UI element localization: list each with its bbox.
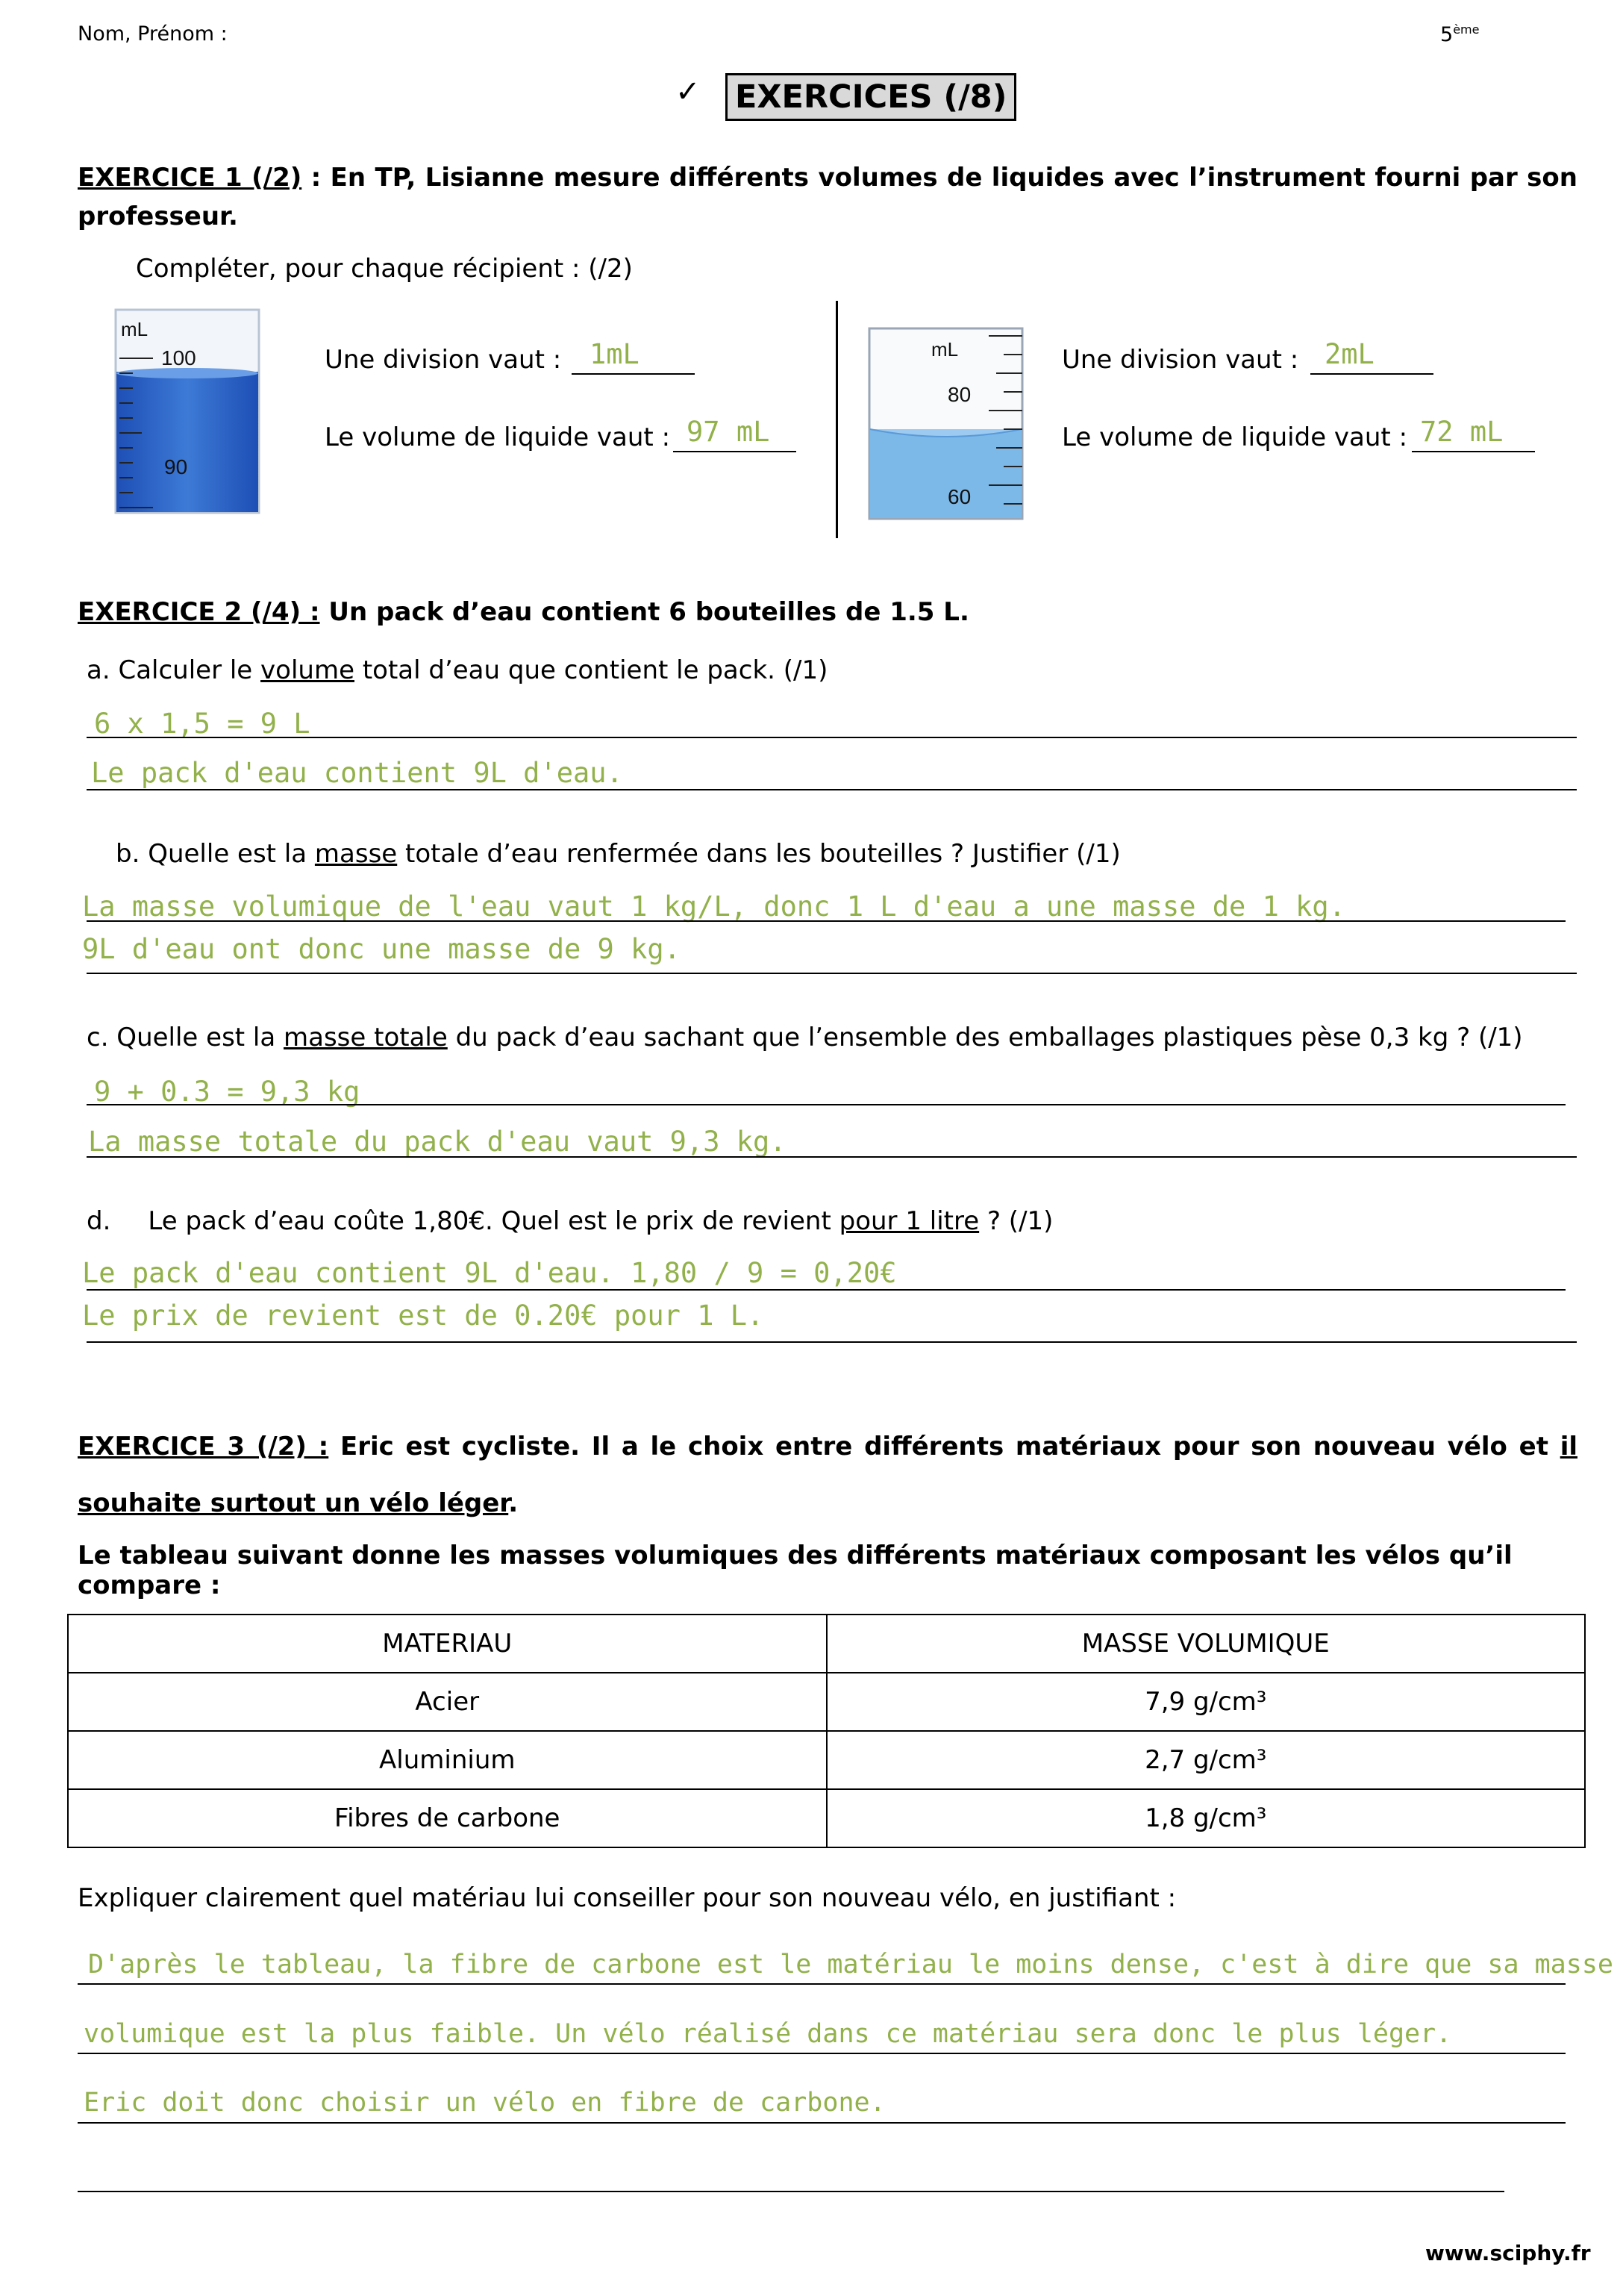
page-title: EXERCICES (/8): [725, 73, 1016, 121]
table-cell: 2,7 g/cm³: [827, 1731, 1586, 1789]
class-level-sup: ème: [1453, 22, 1480, 37]
left-tick-high: 100: [161, 346, 196, 369]
ex1-instruction: Compléter, pour chaque récipient : (/2): [136, 254, 633, 284]
qb-answer-2: 9L d'eau ont donc une masse de 9 kg.: [82, 933, 681, 965]
qc-key: masse totale: [284, 1023, 448, 1052]
right-volume-label: Le volume de liquide vaut :: [1062, 422, 1408, 452]
table-cell: 7,9 g/cm³: [827, 1673, 1586, 1731]
qc-line-2: [87, 1156, 1577, 1158]
qa-answer-1: 6 x 1,5 = 9 L: [94, 708, 310, 740]
left-volume-answer: 97 mL: [687, 416, 770, 448]
qd-letter: d.: [87, 1206, 111, 1236]
qc-answer-2: La masse totale du pack d'eau vaut 9,3 kg.: [88, 1126, 787, 1158]
materials-table: [67, 1614, 1586, 1848]
right-division-label: Une division vaut :: [1062, 345, 1299, 375]
qd-line-1: [87, 1289, 1566, 1291]
qa-pre: a. Calculer le: [87, 655, 261, 685]
graduated-cylinder-right: [866, 325, 1026, 522]
qc-post: du pack d’eau sachant que l’ensemble des emballages plastiques pèse 0,3 kg ? (/1): [447, 1023, 1523, 1052]
left-division-line: [572, 373, 695, 375]
ex3-line-2: [78, 2053, 1566, 2054]
right-volume-line: [1412, 451, 1535, 452]
qb-post: totale d’eau renfermée dans les bouteilles ? Justifier (/1): [397, 839, 1121, 869]
qd-post: ? (/1): [979, 1206, 1054, 1236]
ex3-question: Expliquer clairement quel matériau lui conseiller pour son nouveau vélo, en justifiant :: [78, 1883, 1177, 1913]
ex1-intro-a: : En TP, Lisianne mesure différents volumes de liquides avec l’instrument fourni par son: [301, 163, 1577, 193]
table-header-cell: MATERIAU: [68, 1615, 827, 1673]
checkmark-icon: ✓: [675, 75, 701, 109]
ex3-intro-a: Eric est cycliste. Il a le choix entre différents matériaux pour son nouveau vélo et: [328, 1432, 1560, 1461]
qa-line-1: [87, 737, 1577, 738]
ex3-answer-3: Eric doit donc choisir un vélo en fibre de carbone.: [84, 2088, 886, 2118]
table-cell: Fibres de carbone: [68, 1789, 827, 1847]
table-cell: Acier: [68, 1673, 827, 1731]
ex2-intro: Un pack d’eau contient 6 bouteilles de 1.5 L.: [319, 597, 969, 627]
ex3-table-intro: Le tableau suivant donne les masses volumiques des différents matériaux composant les vélos qu’il compare :: [78, 1541, 1513, 1600]
right-unit: mL: [931, 338, 959, 361]
vertical-divider: [836, 301, 838, 538]
table-header-cell: MASSE VOLUMIQUE: [827, 1615, 1586, 1673]
ex2-question-a: [87, 655, 828, 685]
class-level-main: 5: [1440, 23, 1454, 46]
qc-pre: c. Quelle est la: [87, 1023, 284, 1052]
left-volume-line: [673, 451, 796, 452]
left-division-answer: 1mL: [590, 338, 639, 370]
ex1-heading: [78, 158, 1577, 236]
left-unit: mL: [121, 318, 148, 340]
qa-answer-2: Le pack d'eau contient 9L d'eau.: [91, 757, 623, 789]
ex3-answer-1: D'après le tableau, la fibre de carbone est le matériau le moins dense, c'est à dire que sa masse: [88, 1950, 1613, 1980]
right-tick-high: 80: [948, 383, 972, 406]
right-tick-low: 60: [948, 485, 972, 508]
ex1-label: EXERCICE 1 (/2): [78, 163, 302, 193]
table-header-row: [68, 1615, 1585, 1673]
graduated-cylinder-left: [112, 306, 265, 519]
ex3-answer-2: volumique est la plus faible. Un vélo réalisé dans ce matériau sera donc le plus léger.: [84, 2019, 1452, 2049]
ex2-label: EXERCICE 2 (/4) :: [78, 597, 320, 627]
qb-line-1: [87, 920, 1566, 922]
class-level: [1440, 22, 1479, 46]
ex2-heading: [78, 597, 969, 627]
qd-pre: Le pack d’eau coûte 1,80€. Quel est le prix de revient: [148, 1206, 839, 1236]
left-tick-low: 90: [164, 455, 188, 478]
qd-line-2: [87, 1341, 1577, 1343]
right-division-answer: 2mL: [1325, 338, 1375, 370]
ex3-intro-b: il: [1560, 1432, 1577, 1461]
left-division-label: Une division vaut :: [325, 345, 562, 375]
table-cell: 1,8 g/cm³: [827, 1789, 1586, 1847]
ex3-line-3: [78, 2122, 1566, 2124]
table-row: [68, 1673, 1585, 1731]
qb-pre: b. Quelle est la: [116, 839, 315, 869]
qd-answer-2: Le prix de revient est de 0.20€ pour 1 L.: [82, 1300, 764, 1332]
footer-site: www.sciphy.fr: [1425, 2241, 1591, 2265]
ex3-intro-c: souhaite surtout un vélo léger: [78, 1488, 509, 1518]
qb-answer-1: La masse volumique de l'eau vaut 1 kg/L, donc 1 L d'eau a une masse de 1 kg.: [82, 890, 1345, 923]
ex2-question-d: [87, 1206, 1053, 1236]
table-row: [68, 1731, 1585, 1789]
qd-key: pour 1 litre: [839, 1206, 980, 1236]
ex3-heading: [78, 1418, 1577, 1532]
ex2-question-b: [116, 839, 1121, 869]
name-label: Nom, Prénom :: [78, 22, 228, 46]
ex3-intro-d: .: [508, 1488, 519, 1518]
ex3-line-1: [78, 1983, 1566, 1985]
table-cell: Aluminium: [68, 1731, 827, 1789]
ex3-label: EXERCICE 3 (/2) :: [78, 1432, 329, 1461]
qc-line-1: [87, 1104, 1566, 1105]
table-row: [68, 1789, 1585, 1847]
qb-key: masse: [314, 839, 398, 869]
right-division-line: [1310, 373, 1433, 375]
qc-answer-1: 9 + 0.3 = 9,3 kg: [94, 1076, 360, 1108]
qd-answer-1: Le pack d'eau contient 9L d'eau. 1,80 / 9 = 0,20€: [82, 1257, 897, 1289]
right-volume-answer: 72 mL: [1420, 416, 1504, 448]
ex3-line-4: [78, 2191, 1504, 2192]
left-volume-label: Le volume de liquide vaut :: [325, 422, 671, 452]
qa-key: volume: [260, 655, 355, 685]
qa-post: total d’eau que contient le pack. (/1): [354, 655, 828, 685]
ex2-question-c: [87, 1023, 1523, 1052]
qa-line-2: [87, 789, 1577, 790]
qb-line-2: [87, 973, 1577, 974]
ex1-intro-b: professeur.: [78, 202, 238, 231]
